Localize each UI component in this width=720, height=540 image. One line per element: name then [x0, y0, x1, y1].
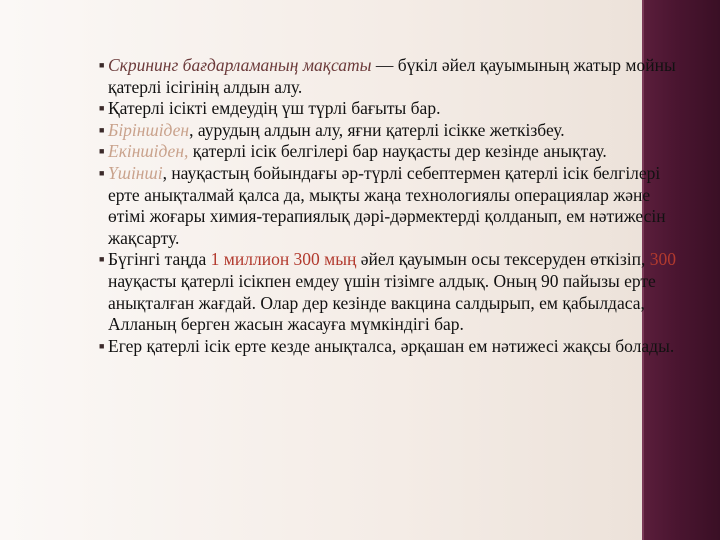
highlight-text: Скрининг бағдарламаның мақсаты: [108, 55, 372, 75]
highlight-text: Біріншіден: [108, 119, 190, 140]
bullet-item: [99, 249, 683, 335]
bullet-text: Егер қатерлі ісік ерте кезде анықталса, әрқашан ем нәтижесі жақсы болады.: [108, 335, 675, 356]
bullet-item: [99, 141, 683, 163]
bullet-text: қатерлі ісік белгілері бар науқасты дер кезінде анықтау.: [188, 141, 607, 162]
bullet-text: Қатерлі ісікті емдеудің үш түрлі бағыты бар.: [108, 98, 441, 119]
bullet-text: әйел қауымын осы тексеруден өткізіп,: [356, 249, 650, 270]
square-bullet-icon: ■: [99, 340, 105, 351]
highlight-text: Үшінші: [108, 162, 163, 183]
square-bullet-icon: ■: [99, 60, 105, 70]
bullet-item: [99, 119, 683, 142]
bullet-text: , науқастың бойындағы әр-түрлі себептермен қатерлі ісік белгілері ерте анықталмай қалса да, мықты жаңа технологиялы операциялар және өтімі жоғары химия-терапиялық дәрі-дәрмектерді қолданып, ем нәтижесін жақсарту.: [108, 162, 666, 248]
bullet-text: , аурудың алдын алу, яғни қатерлі ісікке жеткізбеу.: [189, 119, 565, 140]
square-bullet-icon: ■: [99, 167, 105, 178]
square-bullet-icon: ■: [99, 254, 105, 265]
bullet-item: [99, 162, 683, 249]
highlight-text: Екіншіден,: [108, 141, 189, 162]
bullet-text: Бүгінгі таңда: [108, 249, 211, 270]
highlight-number: 1 миллион 300 мың: [210, 249, 357, 270]
square-bullet-icon: ■: [99, 146, 105, 157]
slide-text-body: [99, 55, 683, 357]
bullet-text: науқасты қатерлі ісікпен емдеу үшін тізімге алдық. Оның 90 пайызы ерте анықталған жағдай. Олар дер кезінде вакцина салдырып, ем қабылдаса, Алланың берген жасын жасауға мүмкіндігі бар.: [108, 270, 656, 335]
bullet-text: — бүкіл әйел қауымының жатыр мойны қатерлі ісігінің алдын алу.: [108, 55, 676, 97]
bullet-item: [99, 335, 683, 358]
bullet-item: [99, 98, 683, 120]
square-bullet-icon: ■: [99, 124, 105, 135]
square-bullet-icon: ■: [99, 103, 105, 114]
highlight-number: 300: [649, 249, 677, 270]
bullet-item: [99, 55, 683, 98]
